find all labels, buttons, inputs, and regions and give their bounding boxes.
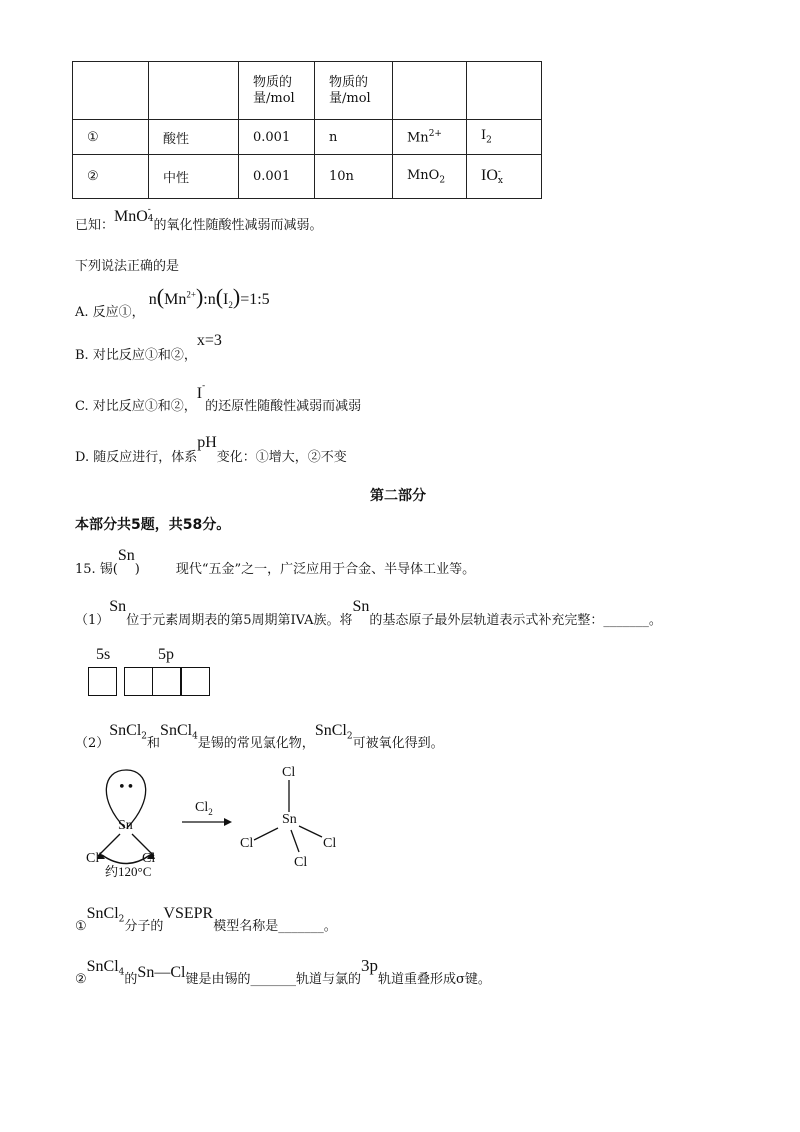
table-header-cell [73, 62, 149, 120]
sn-atom-left: Sn [118, 818, 133, 833]
part-title: 第二部分 [370, 488, 426, 504]
cl-atom: Cl [142, 851, 156, 866]
cl-atom: Cl [240, 836, 254, 851]
row-condition: 酸性 [149, 120, 239, 155]
cl-atom: Cl [294, 855, 308, 870]
reaction-table [72, 61, 542, 199]
orbital-box-5p[interactable] [181, 667, 210, 696]
q15-part1: （1）Sn位于元素周期表的第5周期第IVA族。将Sn的基态原子最外层轨道表示式补充完整：_______。 [75, 598, 662, 628]
orbital-box-5p[interactable] [152, 667, 181, 696]
row-condition: 中性 [149, 155, 239, 199]
option-b: B. 对比反应①和②，x=3 [75, 332, 222, 363]
table-header-cell: 物质的量/mol [239, 62, 315, 120]
q15-sub1: ①SnCl$_2$分子的VSEPR模型名称是_______。 [75, 905, 337, 934]
row-amount-1: 0.001 [239, 120, 315, 155]
known-statement: 已知：MnO - 4 的氧化性随酸性减弱而减弱。 [75, 205, 323, 233]
table-header-row [73, 62, 542, 120]
table-row [73, 120, 542, 155]
q15-sub2: ②SnCl$_4$的Sn—Cl键是由锡的_______轨道与氯的3p轨道重叠形成σ键。 [75, 956, 491, 987]
row-id: ② [73, 155, 149, 199]
option-a-math: $n(Mn^{2+}):n(I_2)=1:5$ [148, 284, 270, 311]
row-amount-1: 0.001 [239, 155, 315, 199]
table-header-cell [149, 62, 239, 120]
sn-atom-right: Sn [282, 812, 297, 827]
table-header-cell [467, 62, 542, 120]
orbital-box-5s[interactable] [88, 667, 117, 696]
cl-atom: Cl [86, 851, 100, 866]
row-product-1: $Mn^{2+}$ [393, 120, 467, 155]
cl-atom: Cl [282, 765, 296, 780]
row-amount-2: n [315, 120, 393, 155]
table-row [73, 155, 542, 199]
cl-atom: Cl [323, 836, 337, 851]
orbital-box-5p[interactable] [124, 667, 153, 696]
row-product-2: $I_2$ [467, 120, 542, 155]
row-id: ① [73, 120, 149, 155]
row-amount-2: 10n [315, 155, 393, 199]
row-product-1: MnO$_2$ [393, 155, 467, 199]
option-c: C. 对比反应①和②，I-的还原性随酸性减弱而减弱 [75, 379, 362, 414]
bond-angle-label: 约120°C [105, 864, 152, 879]
q15-part2: （2）SnCl$_2$和SnCl$_4$是锡的常见氯化物，SnCl$_2$可被氧化得到。 [75, 722, 444, 751]
table-header-cell [393, 62, 467, 120]
q15-intro: 15. 锡(Sn) 现代“五金”之一，广泛应用于合金、半导体工业等。 [75, 547, 476, 577]
orbital-label-5p: 5p [158, 646, 174, 663]
reagent-label: $Cl_2$ [195, 800, 213, 817]
part-subtitle: 本部分共5题，共58分。 [75, 517, 231, 533]
lone-pair-dots: •• [118, 780, 136, 795]
option-d: D. 随反应进行，体系pH变化：①增大，②不变 [75, 434, 347, 465]
orbital-label-5s: 5s [96, 646, 111, 663]
table-header-cell: 物质的量/mol [315, 62, 393, 120]
option-a: A. 反应①， $n(Mn^{2+}):n(I_2)=1:5$ [75, 284, 270, 320]
question-stem: 下列说法正确的是 [75, 259, 180, 274]
row-product-2: IO - x [467, 155, 542, 199]
